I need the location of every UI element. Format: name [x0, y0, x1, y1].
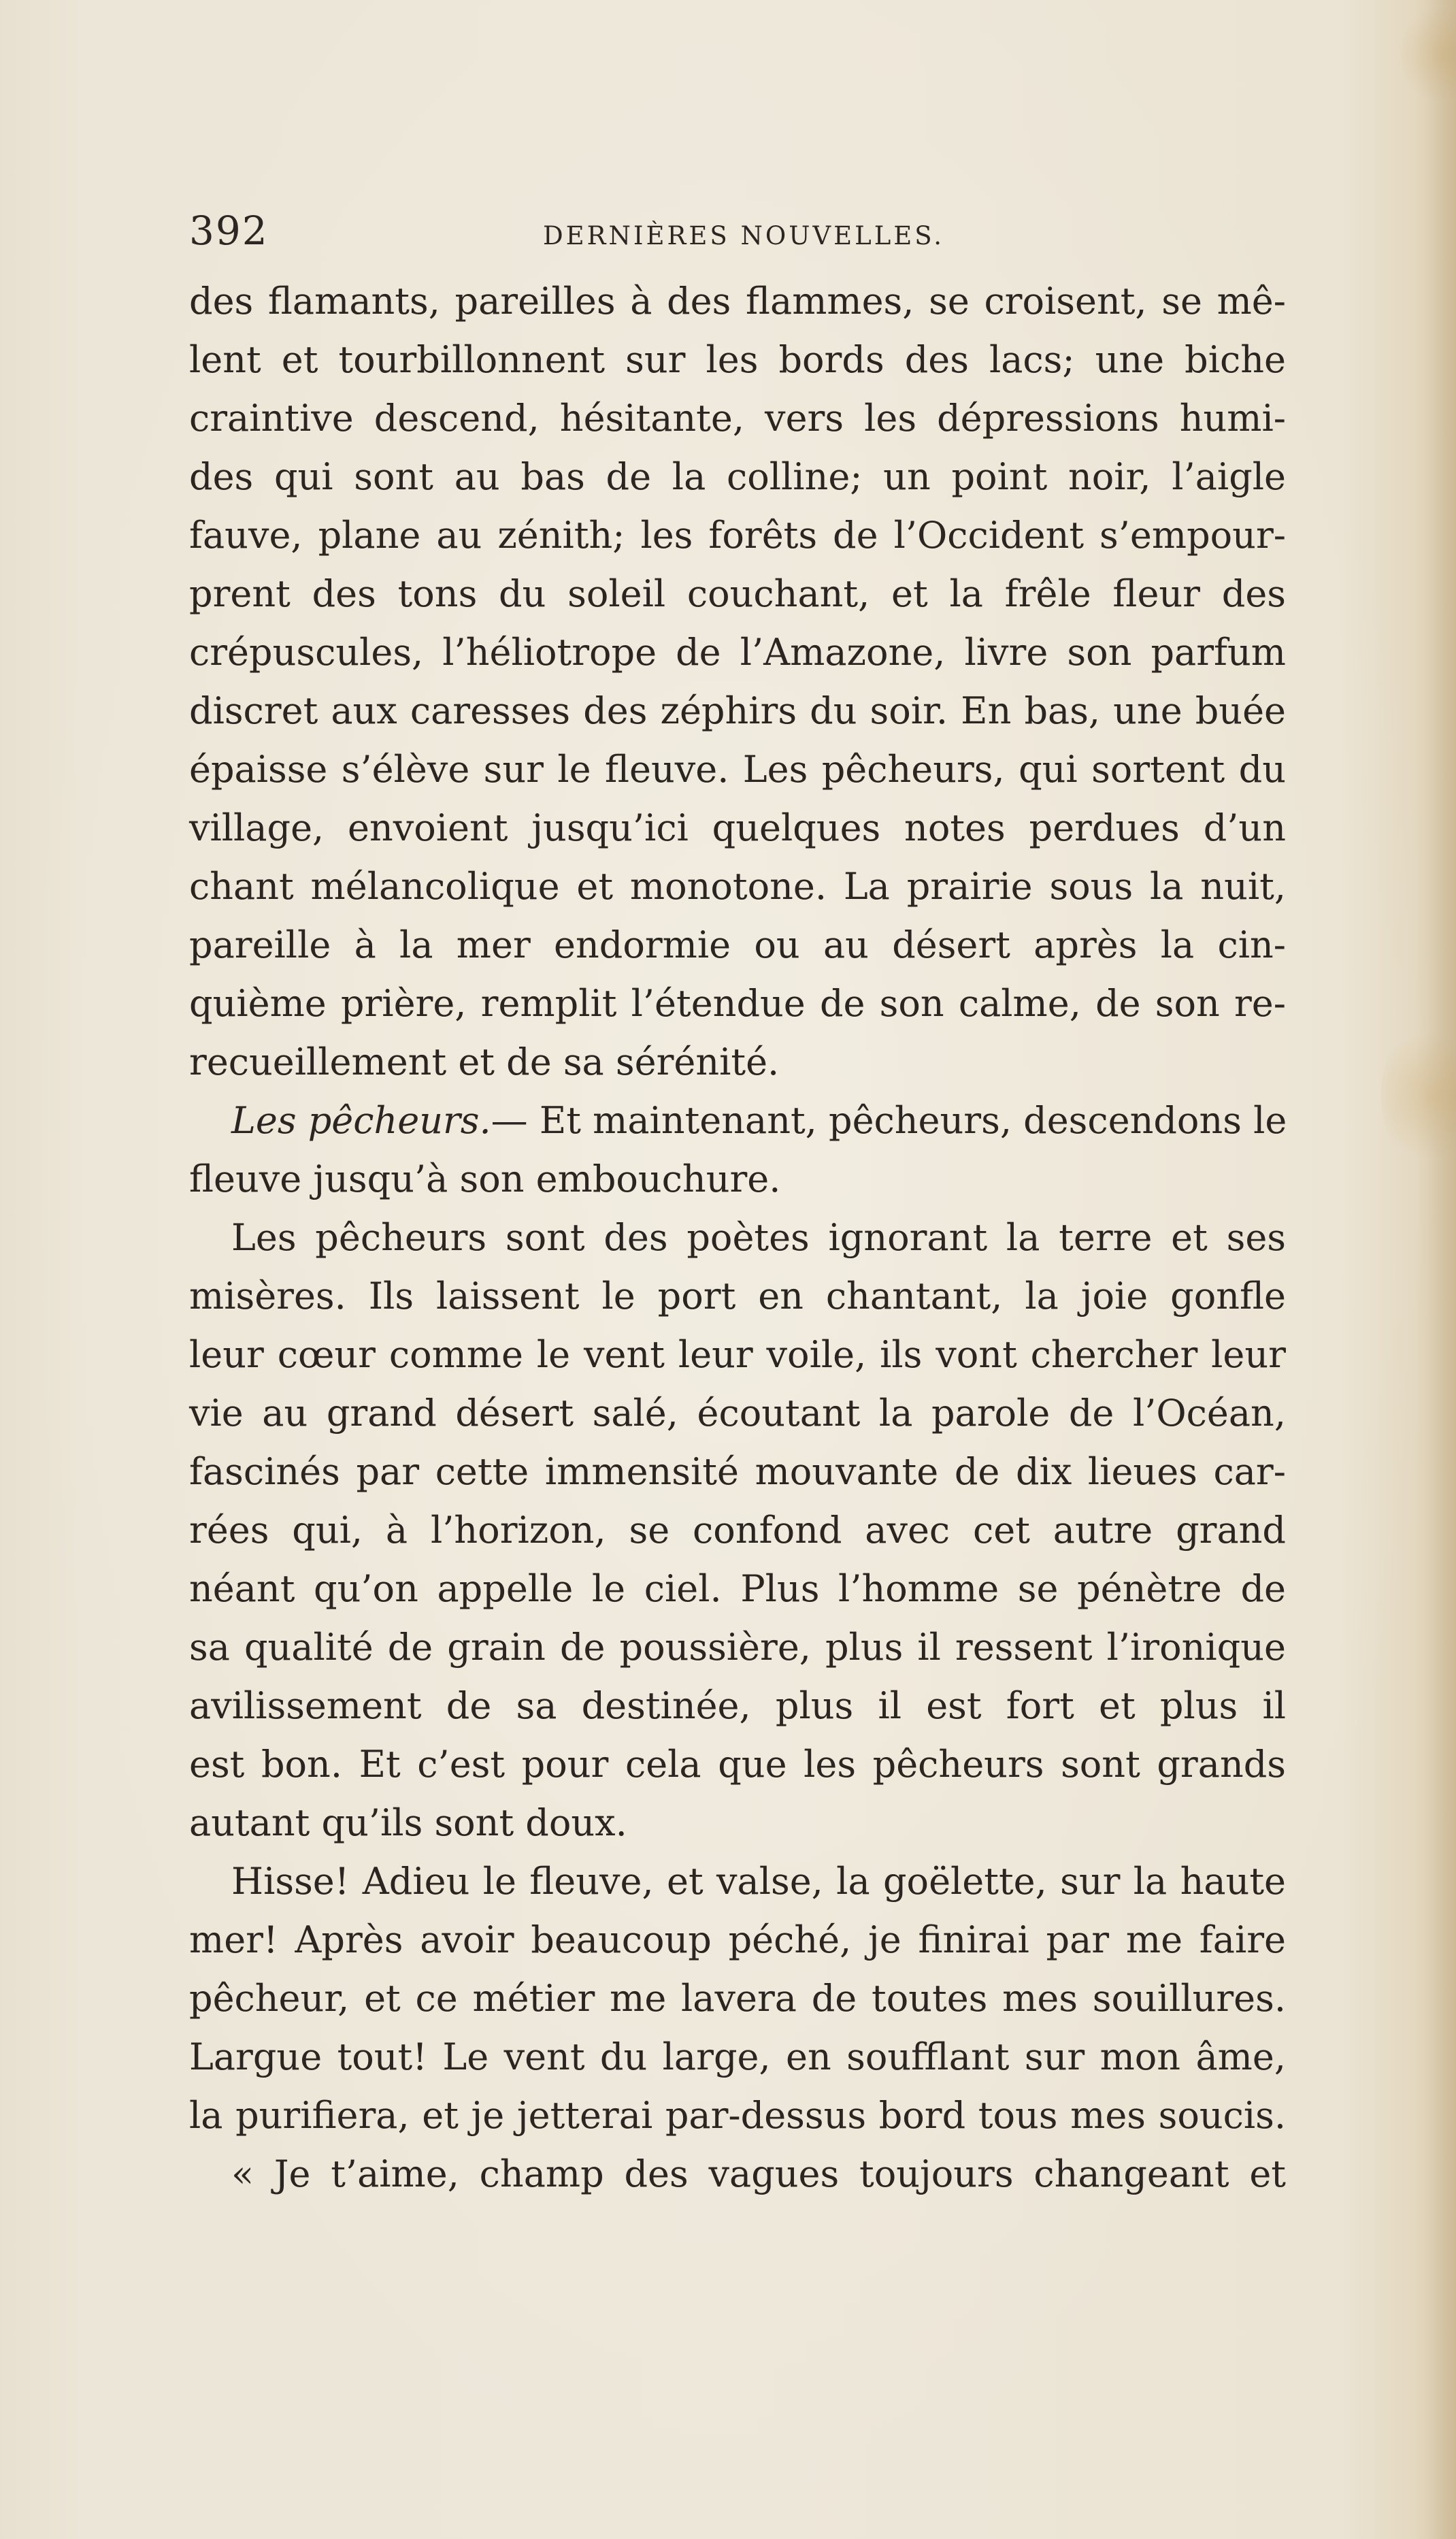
running-title: DERNIÈRES NOUVELLES.: [543, 221, 945, 250]
text-line: épaisse s’élève sur le fleuve. Les pêcheurs, qui sortent du: [189, 748, 1286, 791]
text-line: pareille à la mer endormie ou au désert après la cin-: [189, 923, 1286, 966]
text-line: rées qui, à l’horizon, se confond avec cet autre grand: [189, 1509, 1286, 1552]
page-header: [189, 208, 1286, 262]
text-line: quième prière, remplit l’étendue de son calme, de son re-: [189, 982, 1286, 1025]
body-text: [189, 272, 1286, 2204]
text-line: fleuve jusqu’à son embouchure.: [189, 1158, 781, 1200]
text-line: craintive descend, hésitante, vers les dépressions humi-: [189, 397, 1286, 440]
text-line: fauve, plane au zénith; les forêts de l’Occident s’empour-: [189, 514, 1286, 557]
text-line: est bon. Et c’est pour cela que les pêcheurs sont grands: [189, 1743, 1286, 1786]
text-line: discret aux caresses des zéphirs du soir. En bas, une buée: [189, 689, 1286, 732]
text-line: néant qu’on appelle le ciel. Plus l’homme se pénètre de: [189, 1567, 1286, 1610]
text-line: crépuscules, l’héliotrope de l’Amazone, livre son parfum: [189, 631, 1286, 674]
text-line: « Je t’aime, champ des vagues toujours changeant et: [231, 2152, 1286, 2195]
section-heading-line: [189, 1092, 1286, 1150]
text-line: Largue tout! Le vent du large, en soufflant sur mon âme,: [189, 2035, 1286, 2078]
text-line: misères. Ils laissent le port en chantant, la joie gonfle: [189, 1275, 1286, 1317]
text-line: Hisse! Adieu le fleuve, et valse, la goëlette, sur la haute: [231, 1860, 1286, 1903]
text-line: Les pêcheurs sont des poètes ignorant la terre et ses: [231, 1216, 1286, 1259]
page-number: 392: [189, 208, 269, 254]
text-line: vie au grand désert salé, écoutant la parole de l’Océan,: [189, 1392, 1286, 1435]
text-line: leur cœur comme le vent leur voile, ils vont chercher leur: [189, 1333, 1286, 1376]
text-line: avilissement de sa destinée, plus il est fort et plus il: [189, 1684, 1286, 1727]
text-line: des qui sont au bas de la colline; un point noir, l’aigle: [189, 455, 1286, 498]
page-edge: [1415, 0, 1456, 2539]
text-line: prent des tons du soleil couchant, et la frêle fleur des: [189, 572, 1286, 615]
text-line: fascinés par cette immensité mouvante de dix lieues car-: [189, 1450, 1286, 1493]
text-line: sa qualité de grain de poussière, plus il ressent l’ironique: [189, 1626, 1286, 1669]
text-line: la purifiera, et je jetterai par-dessus bord tous mes soucis.: [189, 2094, 1286, 2137]
text-line: lent et tourbillonnent sur les bords des lacs; une biche: [189, 338, 1286, 381]
section-heading: Les pêcheurs.: [231, 1099, 491, 1142]
text-line: mer! Après avoir beaucoup péché, je finirai par me faire: [189, 1918, 1286, 1961]
text-line: village, envoient jusqu’ici quelques notes perdues d’un: [189, 806, 1286, 849]
text-line: pêcheur, et ce métier me lavera de toutes mes souillures.: [189, 1977, 1286, 2020]
text-line: recueillement et de sa sérénité.: [189, 1041, 780, 1083]
text-line: chant mélancolique et monotone. La prairie sous la nuit,: [189, 865, 1286, 908]
text-line: des flamants, pareilles à des flammes, se croisent, se mê-: [189, 280, 1286, 323]
text-line: — Et maintenant, pêcheurs, descendons le: [491, 1099, 1287, 1142]
text-line: autant qu’ils sont doux.: [189, 1801, 627, 1844]
